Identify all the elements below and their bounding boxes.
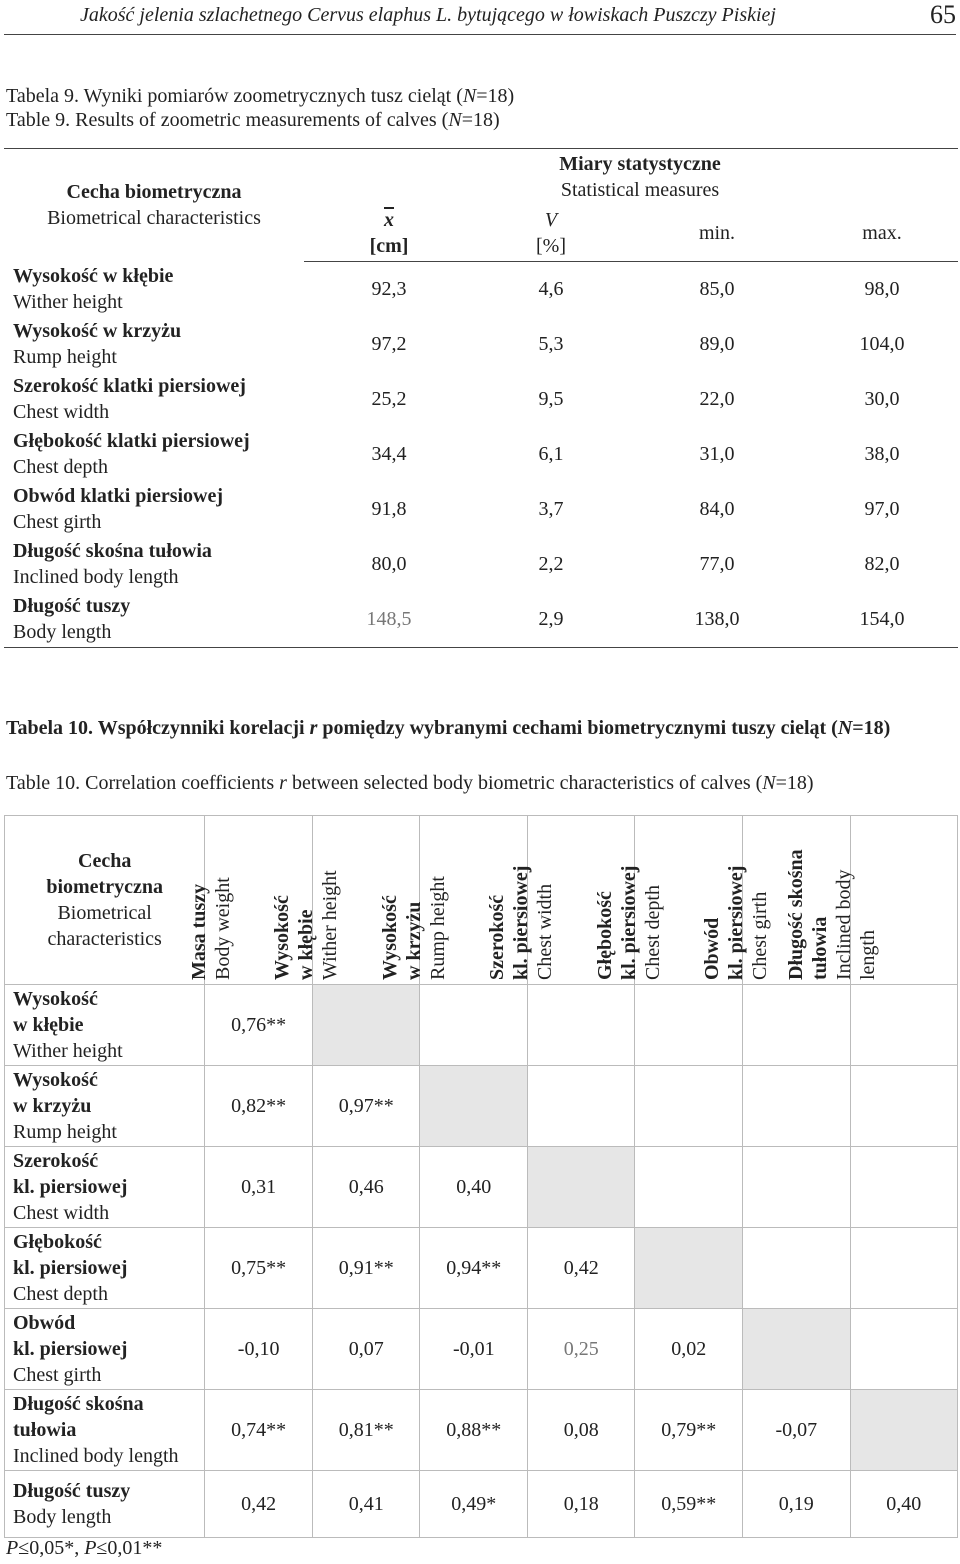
table9-head-characteristic: Cecha biometryczna Biometrical characteristics [4, 149, 304, 262]
row-label: Głębokość kl. piersiowej Chest depth [5, 1228, 205, 1309]
correlation-cell: 0,94** [420, 1228, 528, 1309]
table-row [4, 537, 958, 592]
cell-max: 98,0 [864, 277, 900, 300]
column-header: Głębokość kl. piersiowej Chest depth [635, 816, 743, 985]
correlation-cell: 0,82** [205, 1066, 313, 1147]
table10-header-row [5, 816, 958, 985]
diagonal-cell [528, 1147, 635, 1228]
running-header [4, 0, 956, 35]
row-label: Długość skośna tułowia Inclined body length [13, 540, 212, 588]
table9-body [4, 262, 958, 648]
cell-max: 82,0 [864, 552, 900, 575]
row-label: Szerokość klatki piersiowej Chest width [13, 375, 246, 423]
row-label: Długość tuszy Body length [5, 1471, 205, 1538]
row-label: Wysokość w krzyżu Rump height [5, 1066, 205, 1147]
cell-mean: 148,5 [304, 592, 474, 648]
cell-v: 3,7 [538, 497, 564, 520]
cell-min: 85,0 [699, 277, 735, 300]
page-number: 65 [930, 0, 956, 29]
table10-head-characteristic: Cecha biometryczna Biometrical characteristics [5, 816, 205, 985]
empty-cell [850, 1066, 957, 1147]
table9-caption-pl: Tabela 9. Wyniki pomiarów zoometrycznych tusz cieląt (N=18) [6, 85, 515, 107]
cell-v: 5,3 [538, 332, 564, 355]
cell-min: 77,0 [699, 552, 735, 575]
row-label: Szerokość kl. piersiowej Chest width [5, 1147, 205, 1228]
table-row [4, 262, 958, 317]
correlation-cell: 0,97** [312, 1066, 420, 1147]
empty-cell [850, 1147, 957, 1228]
correlation-cell: 0,79** [635, 1390, 743, 1471]
table-row [5, 985, 958, 1066]
correlation-cell: -0,01 [420, 1309, 528, 1390]
table-row [5, 1471, 958, 1538]
table9-head-v: V [%] [474, 205, 628, 262]
row-label: Wysokość w krzyżu Rump height [13, 320, 182, 368]
correlation-cell: 0,49* [420, 1471, 528, 1538]
cell-mean: 34,4 [371, 442, 407, 465]
correlation-cell: 0,40 [420, 1147, 528, 1228]
column-header: Szerokość kl. piersiowej Chest width [528, 816, 635, 985]
empty-cell [850, 1309, 957, 1390]
correlation-cell: 0,46 [312, 1147, 420, 1228]
cell-mean: 25,2 [371, 387, 407, 410]
table10-caption-pl: Tabela 10. Współczynniki korelacji r pomiędzy wybranymi cechami biometrycznymi tuszy cieląt (N=18) [6, 717, 891, 739]
empty-cell [635, 1066, 743, 1147]
table-row [5, 1390, 958, 1471]
table10-body [5, 985, 958, 1538]
cell-min: 84,0 [699, 497, 735, 520]
correlation-cell: 0,40 [850, 1471, 957, 1538]
correlation-cell: -0,07 [743, 1390, 850, 1471]
table10-caption-en: Table 10. Correlation coefficients r between selected body biometric characteristics of calves (N=18) [6, 772, 814, 794]
correlation-cell: 0,07 [312, 1309, 420, 1390]
cell-max: 154,0 [806, 592, 958, 648]
column-header: Obwód kl. piersiowej Chest girth [743, 816, 850, 985]
cell-v: 9,5 [538, 387, 564, 410]
diagonal-cell [420, 1066, 528, 1147]
table-row [4, 372, 958, 427]
diagonal-cell [743, 1309, 850, 1390]
diagonal-cell [850, 1390, 957, 1471]
row-label: Obwód kl. piersiowej Chest girth [5, 1309, 205, 1390]
column-header: Masa tuszy Body weight [205, 816, 313, 985]
cell-mean: 97,2 [371, 332, 407, 355]
row-label: Wysokość w kłębie Wither height [5, 985, 205, 1066]
correlation-cell: 0,02 [635, 1309, 743, 1390]
table9-caption-en: Table 9. Results of zoometric measurements of calves (N=18) [6, 109, 500, 131]
empty-cell [850, 1228, 957, 1309]
column-header: Wysokość w krzyżu Rump height [420, 816, 528, 985]
empty-cell [743, 1147, 850, 1228]
correlation-cell: 0,08 [528, 1390, 635, 1471]
correlation-cell: 0,59** [635, 1471, 743, 1538]
correlation-cell: 0,81** [312, 1390, 420, 1471]
correlation-cell: 0,91** [312, 1228, 420, 1309]
empty-cell [743, 1066, 850, 1147]
correlation-cell: 0,88** [420, 1390, 528, 1471]
empty-cell [743, 1228, 850, 1309]
correlation-cell: -0,10 [205, 1309, 313, 1390]
empty-cell [635, 985, 743, 1066]
diagonal-cell [312, 985, 420, 1066]
table9-head-min: min. [628, 205, 806, 262]
significance-footnote: P≤0,05*, P≤0,01** [6, 1537, 163, 1559]
cell-max: 97,0 [864, 497, 900, 520]
empty-cell [528, 985, 635, 1066]
correlation-cell: 0,42 [528, 1228, 635, 1309]
table9-head-stats: Miary statystyczne Statistical measures [474, 149, 806, 206]
cell-min: 89,0 [699, 332, 735, 355]
row-label: Długość skośna tułowia Inclined body length [5, 1390, 205, 1471]
empty-cell [420, 985, 528, 1066]
correlation-cell: 0,76** [205, 985, 313, 1066]
cell-v: 4,6 [538, 277, 564, 300]
cell-mean: 91,8 [371, 497, 407, 520]
correlation-cell: 0,19 [743, 1471, 850, 1538]
cell-v: 6,1 [538, 442, 564, 465]
table-row [5, 1066, 958, 1147]
table-row [4, 592, 958, 648]
correlation-cell: 0,25 [528, 1309, 635, 1390]
correlation-cell: 0,42 [205, 1471, 313, 1538]
table-row [5, 1228, 958, 1309]
cell-min: 138,0 [628, 592, 806, 648]
table10 [4, 815, 958, 1538]
table-row [4, 427, 958, 482]
table-row [5, 1147, 958, 1228]
table-row [4, 482, 958, 537]
row-label: Długość tuszy Body length [4, 592, 304, 648]
row-label: Wysokość w kłębie Wither height [13, 265, 174, 313]
cell-v: 2,2 [538, 552, 564, 575]
column-header: Wysokość w kłębie Wither height [312, 816, 420, 985]
table9-head-max: max. [806, 205, 958, 262]
correlation-cell: 0,31 [205, 1147, 313, 1228]
empty-cell [850, 985, 957, 1066]
correlation-cell: 0,18 [528, 1471, 635, 1538]
diagonal-cell [635, 1228, 743, 1309]
correlation-cell: 0,74** [205, 1390, 313, 1471]
column-header: Długość skośna tułowia Inclined body length [850, 816, 957, 985]
empty-cell [743, 985, 850, 1066]
row-label: Obwód klatki piersiowej Chest girth [13, 485, 224, 533]
cell-mean: 80,0 [371, 552, 407, 575]
table9 [4, 148, 958, 648]
cell-min: 31,0 [699, 442, 735, 465]
journal-title: Jakość jelenia szlachetnego Cervus elaphus L. bytującego w łowiskach Puszczy Piskiej [80, 4, 776, 26]
table9-head-mean: $\overline{x}$ [cm] [304, 205, 474, 262]
cell-max: 30,0 [864, 387, 900, 410]
correlation-cell: 0,75** [205, 1228, 313, 1309]
empty-cell [528, 1066, 635, 1147]
cell-max: 104,0 [859, 332, 905, 355]
cell-mean: 92,3 [371, 277, 407, 300]
row-label: Głębokość klatki piersiowej Chest depth [13, 430, 250, 478]
cell-v: 2,9 [474, 592, 628, 648]
table-row [5, 1309, 958, 1390]
correlation-cell: 0,41 [312, 1471, 420, 1538]
cell-min: 22,0 [699, 387, 735, 410]
table-row [4, 317, 958, 372]
empty-cell [635, 1147, 743, 1228]
cell-max: 38,0 [864, 442, 900, 465]
